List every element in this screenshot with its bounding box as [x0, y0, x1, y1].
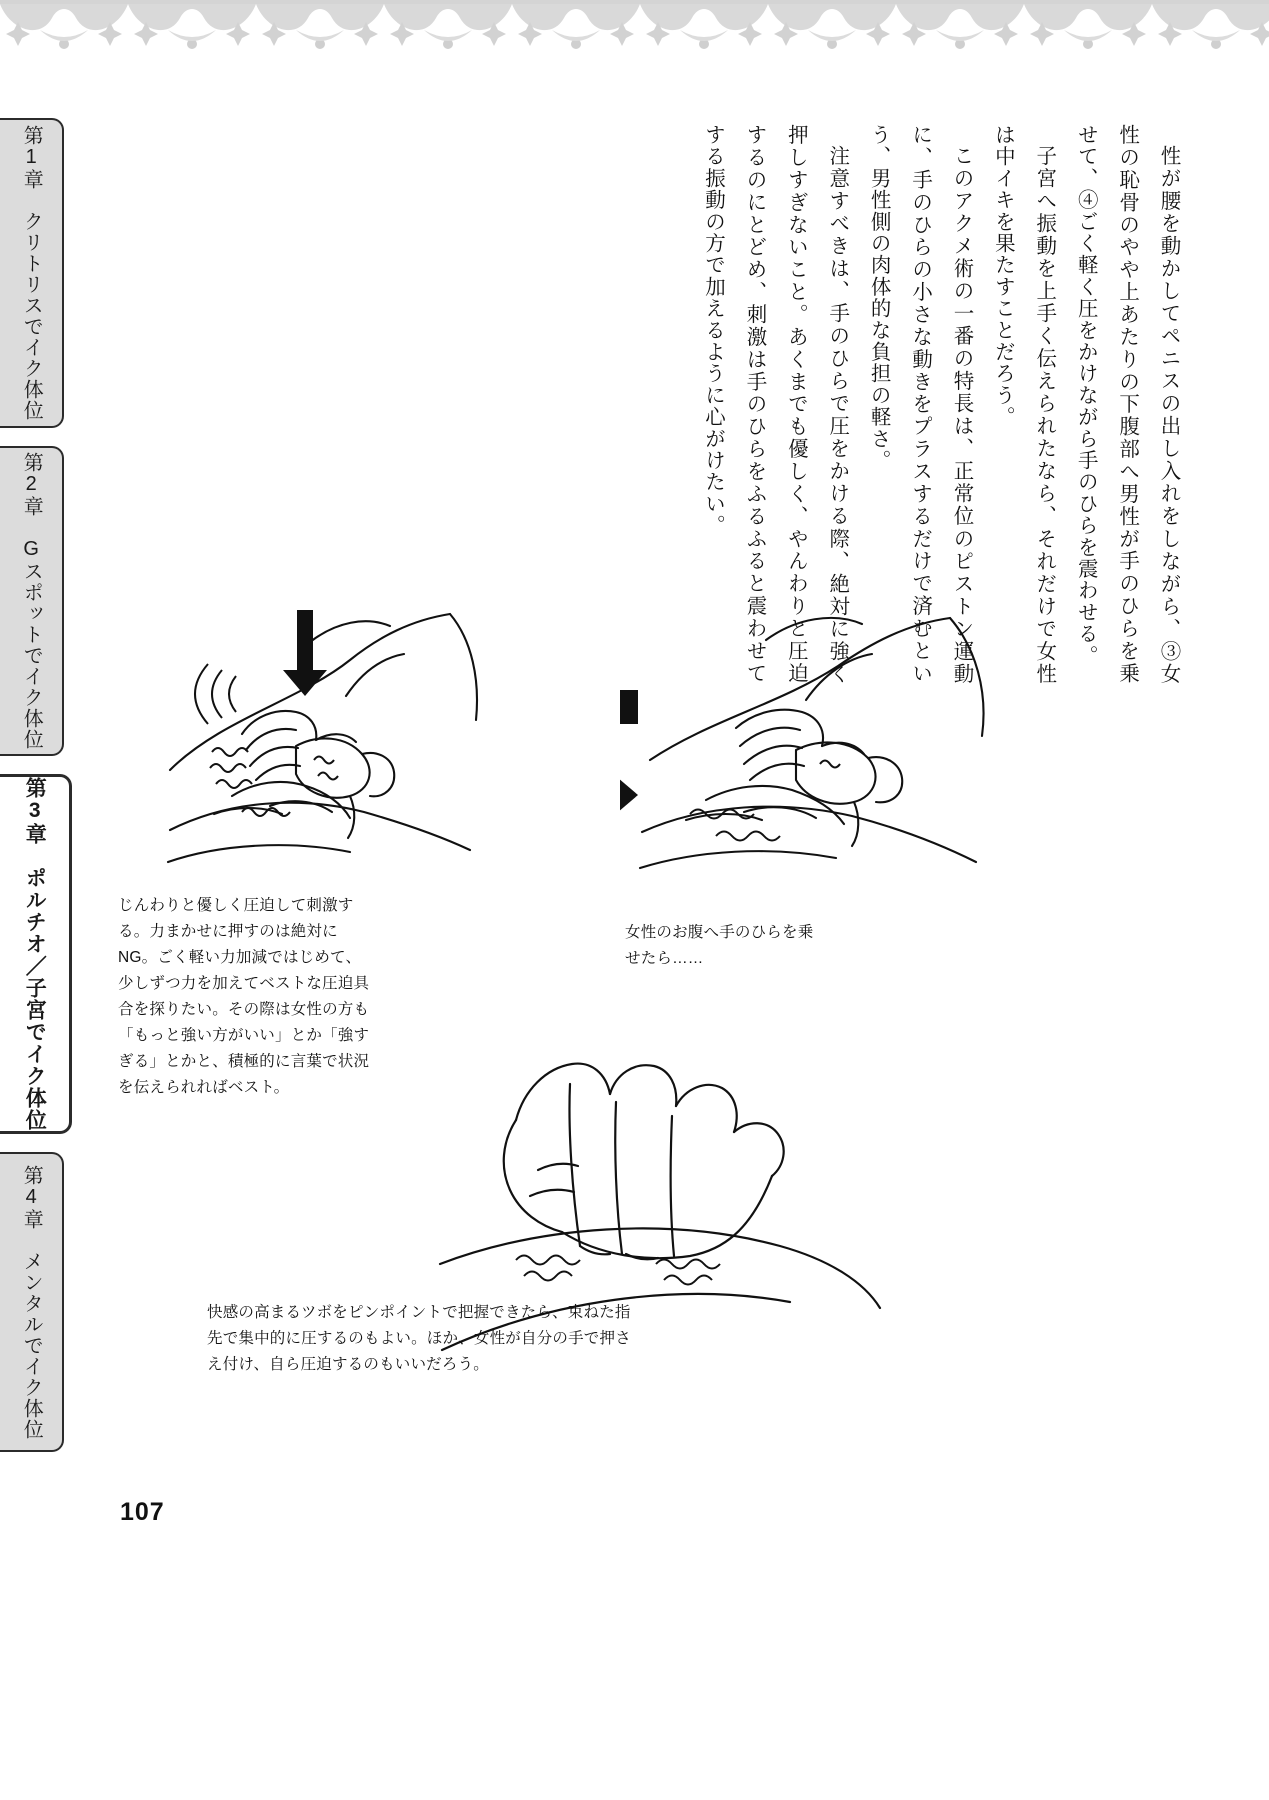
chapter-tab-1[interactable]: [0, 118, 64, 428]
arrow-right-icon: [620, 766, 638, 824]
chapter-tab-list: [0, 118, 78, 1470]
down-arrow-icon: [283, 610, 327, 696]
caption-left: じんわりと優しく圧迫して刺激する。力まかせに押すのは絶対にNG。ごく軽い力加減ではじめて、少しずつ力を加えてベストな圧迫具合を探りたい。その際は女性の方も「もっと強い方がいい」とか「強すぎる」とかと、積極的に言葉で状況を伝えられればベスト。: [118, 897, 370, 1097]
hand-pressing-lower-abdomen-illustration: [150, 600, 490, 890]
arrow-left-icon: [620, 678, 638, 736]
page-number: 107: [120, 1498, 165, 1526]
chapter-tab-2[interactable]: [0, 446, 64, 756]
body-paragraph-3: このアクメ術の一番の特長は、正常位のピストン運動に、手のひらの小さな動きをプラスするだけで済むという、男性側の肉体的な負担の軽さ。: [867, 124, 973, 684]
caption-right: 女性のお腹へ手のひらを乗せたら……: [625, 924, 814, 968]
chapter-tab-2-label: 第2章 Gスポットでイク体位: [20, 452, 43, 750]
chapter-tab-3-label: 第3章 ポルチオ／子宮でイク体位: [23, 777, 47, 1131]
body-paragraph-4: 注意すべきは、手のひらで圧をかける際、絶対に強く押しすぎないこと。あくまでも優しく、やんわりと圧迫するのにとどめ、刺激は手のひらをふるふると震わせてする振動の方で加えるように心がけたい。: [701, 124, 849, 684]
chapter-tab-4-label: 第4章 メンタルでイク体位: [20, 1164, 43, 1440]
chapter-tab-1-label: 第1章 クリトリスでイク体位: [20, 125, 43, 421]
body-paragraph-2: 子宮へ振動を上手く伝えられたなら、それだけで女性は中イキを果たすことだろう。: [991, 124, 1056, 684]
hand-placed-on-belly-illustration: [620, 600, 1020, 920]
ornamental-border-decoration: [0, 0, 1269, 82]
chapter-tab-4[interactable]: [0, 1152, 64, 1452]
chapter-tab-3[interactable]: [0, 774, 72, 1134]
body-paragraph-1: 性が腰を動かしてペニスの出し入れをしながら、③女性の恥骨のやや上あたりの下腹部へ男性が手のひらを乗せて、④ごく軽く圧をかけながら手のひらを震わせる。: [1074, 124, 1180, 684]
caption-bottom: 快感の高まるツボをピンポイントで把握できたら、束ねた指先で集中的に圧するのもよい。ほか、女性が自分の手で押さえ付け、自ら圧迫するのもいいだろう。: [207, 1304, 631, 1374]
